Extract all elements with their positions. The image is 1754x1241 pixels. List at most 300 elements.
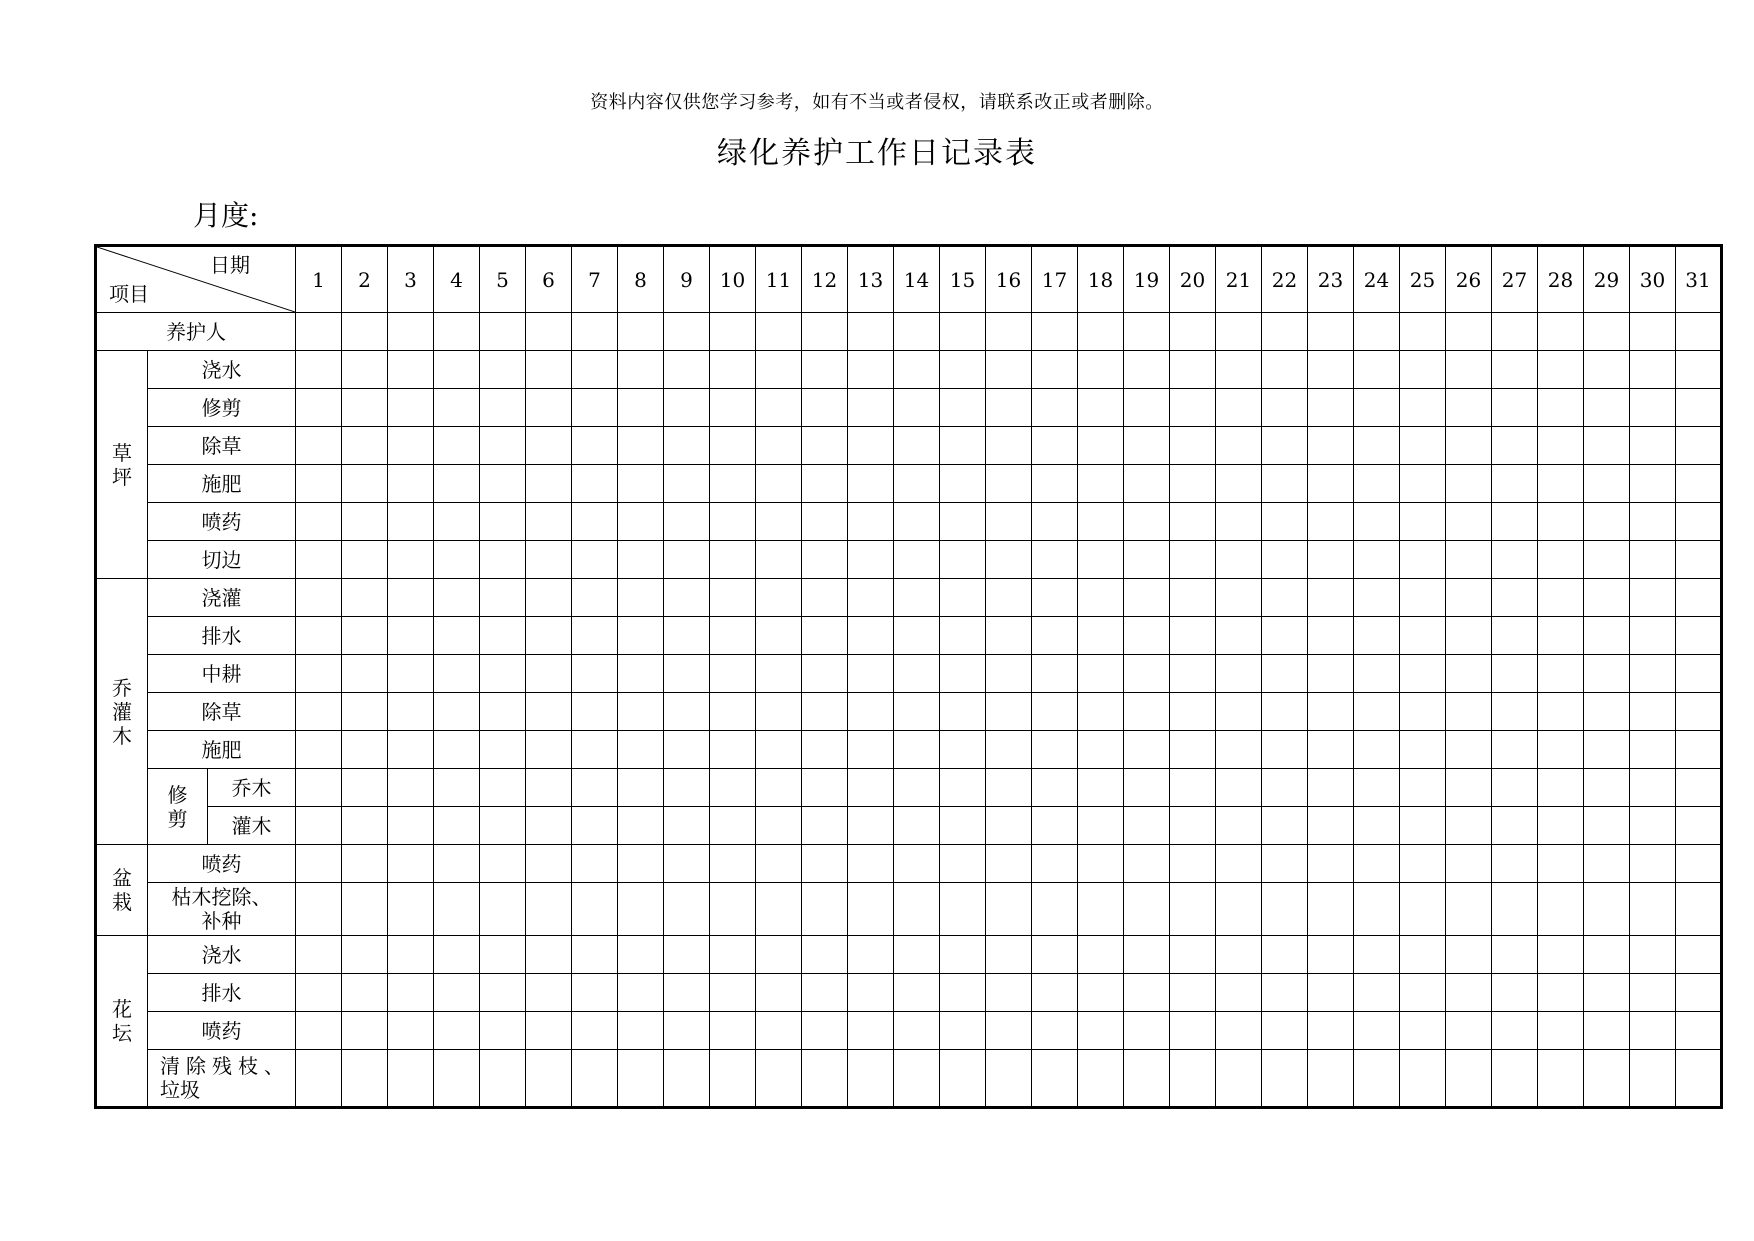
entry-cell[interactable] (526, 579, 572, 617)
entry-cell[interactable] (480, 883, 526, 936)
entry-cell[interactable] (1584, 541, 1630, 579)
entry-cell[interactable] (618, 503, 664, 541)
entry-cell[interactable] (1492, 427, 1538, 465)
entry-cell[interactable] (1354, 974, 1400, 1012)
entry-cell[interactable] (434, 427, 480, 465)
entry-cell[interactable] (526, 807, 572, 845)
entry-cell[interactable] (1262, 883, 1308, 936)
entry-cell[interactable] (572, 974, 618, 1012)
entry-cell[interactable] (756, 465, 802, 503)
entry-cell[interactable] (848, 807, 894, 845)
entry-cell[interactable] (1032, 465, 1078, 503)
entry-cell[interactable] (986, 731, 1032, 769)
entry-cell[interactable] (342, 807, 388, 845)
entry-cell[interactable] (1538, 693, 1584, 731)
entry-cell[interactable] (434, 807, 480, 845)
entry-cell[interactable] (1584, 845, 1630, 883)
entry-cell[interactable] (664, 693, 710, 731)
entry-cell[interactable] (388, 313, 434, 351)
entry-cell[interactable] (848, 936, 894, 974)
entry-cell[interactable] (1584, 807, 1630, 845)
entry-cell[interactable] (1170, 769, 1216, 807)
entry-cell[interactable] (848, 579, 894, 617)
entry-cell[interactable] (848, 655, 894, 693)
entry-cell[interactable] (342, 579, 388, 617)
entry-cell[interactable] (710, 617, 756, 655)
entry-cell[interactable] (526, 936, 572, 974)
entry-cell[interactable] (1492, 731, 1538, 769)
entry-cell[interactable] (756, 731, 802, 769)
entry-cell[interactable] (1354, 936, 1400, 974)
entry-cell[interactable] (480, 351, 526, 389)
entry-cell[interactable] (710, 845, 756, 883)
entry-cell[interactable] (1124, 351, 1170, 389)
entry-cell[interactable] (986, 845, 1032, 883)
entry-cell[interactable] (894, 541, 940, 579)
entry-cell[interactable] (1676, 351, 1722, 389)
entry-cell[interactable] (1492, 617, 1538, 655)
entry-cell[interactable] (986, 503, 1032, 541)
entry-cell[interactable] (296, 769, 342, 807)
entry-cell[interactable] (1078, 693, 1124, 731)
entry-cell[interactable] (1446, 503, 1492, 541)
entry-cell[interactable] (986, 936, 1032, 974)
entry-cell[interactable] (664, 389, 710, 427)
entry-cell[interactable] (388, 427, 434, 465)
entry-cell[interactable] (1538, 845, 1584, 883)
entry-cell[interactable] (1492, 389, 1538, 427)
entry-cell[interactable] (1584, 883, 1630, 936)
entry-cell[interactable] (756, 313, 802, 351)
entry-cell[interactable] (434, 351, 480, 389)
entry-cell[interactable] (848, 1012, 894, 1050)
entry-cell[interactable] (1584, 1012, 1630, 1050)
entry-cell[interactable] (710, 655, 756, 693)
entry-cell[interactable] (894, 1012, 940, 1050)
entry-cell[interactable] (1216, 693, 1262, 731)
entry-cell[interactable] (986, 313, 1032, 351)
entry-cell[interactable] (894, 389, 940, 427)
entry-cell[interactable] (1400, 845, 1446, 883)
entry-cell[interactable] (986, 617, 1032, 655)
entry-cell[interactable] (480, 313, 526, 351)
entry-cell[interactable] (1262, 313, 1308, 351)
entry-cell[interactable] (1170, 1050, 1216, 1108)
entry-cell[interactable] (802, 351, 848, 389)
entry-cell[interactable] (526, 1012, 572, 1050)
entry-cell[interactable] (1216, 769, 1262, 807)
entry-cell[interactable] (388, 389, 434, 427)
entry-cell[interactable] (1032, 807, 1078, 845)
entry-cell[interactable] (940, 693, 986, 731)
entry-cell[interactable] (710, 883, 756, 936)
entry-cell[interactable] (388, 1012, 434, 1050)
entry-cell[interactable] (894, 693, 940, 731)
entry-cell[interactable] (986, 655, 1032, 693)
entry-cell[interactable] (434, 655, 480, 693)
entry-cell[interactable] (342, 465, 388, 503)
entry-cell[interactable] (1262, 693, 1308, 731)
entry-cell[interactable] (1492, 936, 1538, 974)
entry-cell[interactable] (1676, 389, 1722, 427)
entry-cell[interactable] (526, 313, 572, 351)
entry-cell[interactable] (802, 731, 848, 769)
entry-cell[interactable] (664, 503, 710, 541)
entry-cell[interactable] (1492, 351, 1538, 389)
entry-cell[interactable] (1400, 655, 1446, 693)
entry-cell[interactable] (894, 1050, 940, 1108)
entry-cell[interactable] (434, 579, 480, 617)
entry-cell[interactable] (296, 1012, 342, 1050)
entry-cell[interactable] (1492, 503, 1538, 541)
entry-cell[interactable] (1446, 389, 1492, 427)
entry-cell[interactable] (1676, 313, 1722, 351)
entry-cell[interactable] (848, 465, 894, 503)
entry-cell[interactable] (342, 769, 388, 807)
entry-cell[interactable] (1538, 313, 1584, 351)
entry-cell[interactable] (848, 1050, 894, 1108)
entry-cell[interactable] (1078, 1012, 1124, 1050)
entry-cell[interactable] (664, 936, 710, 974)
entry-cell[interactable] (1308, 974, 1354, 1012)
entry-cell[interactable] (1354, 465, 1400, 503)
entry-cell[interactable] (986, 465, 1032, 503)
entry-cell[interactable] (1032, 845, 1078, 883)
entry-cell[interactable] (1124, 693, 1170, 731)
entry-cell[interactable] (1170, 503, 1216, 541)
entry-cell[interactable] (1354, 693, 1400, 731)
entry-cell[interactable] (1262, 769, 1308, 807)
entry-cell[interactable] (802, 807, 848, 845)
entry-cell[interactable] (756, 617, 802, 655)
entry-cell[interactable] (1538, 389, 1584, 427)
entry-cell[interactable] (1170, 731, 1216, 769)
entry-cell[interactable] (940, 465, 986, 503)
entry-cell[interactable] (1124, 503, 1170, 541)
entry-cell[interactable] (1584, 655, 1630, 693)
entry-cell[interactable] (1170, 845, 1216, 883)
entry-cell[interactable] (1216, 617, 1262, 655)
entry-cell[interactable] (1630, 617, 1676, 655)
entry-cell[interactable] (1216, 579, 1262, 617)
entry-cell[interactable] (572, 769, 618, 807)
entry-cell[interactable] (342, 936, 388, 974)
entry-cell[interactable] (618, 936, 664, 974)
entry-cell[interactable] (1584, 731, 1630, 769)
entry-cell[interactable] (802, 465, 848, 503)
entry-cell[interactable] (434, 731, 480, 769)
entry-cell[interactable] (1216, 807, 1262, 845)
entry-cell[interactable] (1446, 617, 1492, 655)
entry-cell[interactable] (1446, 693, 1492, 731)
entry-cell[interactable] (710, 807, 756, 845)
entry-cell[interactable] (1446, 1012, 1492, 1050)
entry-cell[interactable] (1032, 389, 1078, 427)
entry-cell[interactable] (1170, 313, 1216, 351)
entry-cell[interactable] (1308, 617, 1354, 655)
entry-cell[interactable] (1446, 807, 1492, 845)
entry-cell[interactable] (1354, 617, 1400, 655)
entry-cell[interactable] (618, 807, 664, 845)
entry-cell[interactable] (894, 883, 940, 936)
entry-cell[interactable] (1216, 427, 1262, 465)
entry-cell[interactable] (342, 693, 388, 731)
entry-cell[interactable] (1400, 617, 1446, 655)
entry-cell[interactable] (526, 845, 572, 883)
entry-cell[interactable] (1676, 427, 1722, 465)
entry-cell[interactable] (802, 313, 848, 351)
entry-cell[interactable] (710, 465, 756, 503)
entry-cell[interactable] (940, 936, 986, 974)
entry-cell[interactable] (1446, 465, 1492, 503)
entry-cell[interactable] (1676, 807, 1722, 845)
entry-cell[interactable] (848, 974, 894, 1012)
entry-cell[interactable] (480, 617, 526, 655)
entry-cell[interactable] (480, 731, 526, 769)
entry-cell[interactable] (1676, 1012, 1722, 1050)
entry-cell[interactable] (1584, 427, 1630, 465)
entry-cell[interactable] (1630, 807, 1676, 845)
entry-cell[interactable] (1630, 1050, 1676, 1108)
entry-cell[interactable] (1400, 807, 1446, 845)
entry-cell[interactable] (1492, 883, 1538, 936)
entry-cell[interactable] (1538, 731, 1584, 769)
entry-cell[interactable] (1400, 693, 1446, 731)
entry-cell[interactable] (1630, 974, 1676, 1012)
entry-cell[interactable] (664, 617, 710, 655)
entry-cell[interactable] (1032, 1050, 1078, 1108)
entry-cell[interactable] (802, 427, 848, 465)
entry-cell[interactable] (848, 731, 894, 769)
entry-cell[interactable] (1216, 936, 1262, 974)
entry-cell[interactable] (1584, 617, 1630, 655)
entry-cell[interactable] (802, 769, 848, 807)
entry-cell[interactable] (1308, 541, 1354, 579)
entry-cell[interactable] (1538, 807, 1584, 845)
entry-cell[interactable] (480, 1012, 526, 1050)
entry-cell[interactable] (710, 427, 756, 465)
entry-cell[interactable] (1262, 936, 1308, 974)
entry-cell[interactable] (388, 883, 434, 936)
entry-cell[interactable] (1584, 1050, 1630, 1108)
entry-cell[interactable] (1124, 769, 1170, 807)
entry-cell[interactable] (1170, 693, 1216, 731)
entry-cell[interactable] (388, 845, 434, 883)
entry-cell[interactable] (1124, 731, 1170, 769)
entry-cell[interactable] (1538, 655, 1584, 693)
entry-cell[interactable] (1170, 807, 1216, 845)
entry-cell[interactable] (618, 579, 664, 617)
entry-cell[interactable] (572, 541, 618, 579)
entry-cell[interactable] (1676, 693, 1722, 731)
entry-cell[interactable] (1124, 389, 1170, 427)
entry-cell[interactable] (664, 1050, 710, 1108)
entry-cell[interactable] (1262, 389, 1308, 427)
entry-cell[interactable] (388, 936, 434, 974)
entry-cell[interactable] (480, 503, 526, 541)
entry-cell[interactable] (1124, 845, 1170, 883)
entry-cell[interactable] (1400, 936, 1446, 974)
entry-cell[interactable] (848, 883, 894, 936)
entry-cell[interactable] (526, 617, 572, 655)
entry-cell[interactable] (710, 731, 756, 769)
entry-cell[interactable] (1630, 936, 1676, 974)
entry-cell[interactable] (756, 1050, 802, 1108)
entry-cell[interactable] (1308, 883, 1354, 936)
entry-cell[interactable] (1032, 503, 1078, 541)
entry-cell[interactable] (1354, 579, 1400, 617)
entry-cell[interactable] (1170, 541, 1216, 579)
entry-cell[interactable] (296, 617, 342, 655)
entry-cell[interactable] (388, 769, 434, 807)
entry-cell[interactable] (802, 617, 848, 655)
entry-cell[interactable] (1538, 579, 1584, 617)
entry-cell[interactable] (618, 731, 664, 769)
entry-cell[interactable] (388, 807, 434, 845)
entry-cell[interactable] (664, 313, 710, 351)
entry-cell[interactable] (1078, 617, 1124, 655)
entry-cell[interactable] (434, 769, 480, 807)
entry-cell[interactable] (1400, 541, 1446, 579)
entry-cell[interactable] (848, 769, 894, 807)
entry-cell[interactable] (1216, 503, 1262, 541)
entry-cell[interactable] (480, 769, 526, 807)
entry-cell[interactable] (1584, 313, 1630, 351)
entry-cell[interactable] (664, 769, 710, 807)
entry-cell[interactable] (802, 1050, 848, 1108)
entry-cell[interactable] (1078, 389, 1124, 427)
entry-cell[interactable] (1630, 503, 1676, 541)
entry-cell[interactable] (1676, 769, 1722, 807)
entry-cell[interactable] (1492, 465, 1538, 503)
entry-cell[interactable] (434, 974, 480, 1012)
entry-cell[interactable] (618, 617, 664, 655)
entry-cell[interactable] (940, 769, 986, 807)
entry-cell[interactable] (1400, 883, 1446, 936)
entry-cell[interactable] (664, 883, 710, 936)
entry-cell[interactable] (940, 1012, 986, 1050)
entry-cell[interactable] (388, 974, 434, 1012)
entry-cell[interactable] (1032, 313, 1078, 351)
entry-cell[interactable] (618, 465, 664, 503)
entry-cell[interactable] (1400, 313, 1446, 351)
entry-cell[interactable] (1630, 731, 1676, 769)
entry-cell[interactable] (1354, 313, 1400, 351)
entry-cell[interactable] (1538, 769, 1584, 807)
entry-cell[interactable] (1400, 731, 1446, 769)
entry-cell[interactable] (1538, 974, 1584, 1012)
entry-cell[interactable] (1124, 1050, 1170, 1108)
entry-cell[interactable] (1262, 465, 1308, 503)
entry-cell[interactable] (710, 974, 756, 1012)
entry-cell[interactable] (710, 503, 756, 541)
entry-cell[interactable] (572, 427, 618, 465)
entry-cell[interactable] (1308, 769, 1354, 807)
entry-cell[interactable] (1216, 1012, 1262, 1050)
entry-cell[interactable] (1078, 351, 1124, 389)
entry-cell[interactable] (848, 845, 894, 883)
entry-cell[interactable] (664, 845, 710, 883)
entry-cell[interactable] (1676, 883, 1722, 936)
entry-cell[interactable] (1216, 845, 1262, 883)
entry-cell[interactable] (940, 617, 986, 655)
entry-cell[interactable] (1354, 883, 1400, 936)
entry-cell[interactable] (986, 579, 1032, 617)
entry-cell[interactable] (1446, 427, 1492, 465)
entry-cell[interactable] (572, 351, 618, 389)
entry-cell[interactable] (664, 655, 710, 693)
entry-cell[interactable] (1032, 883, 1078, 936)
entry-cell[interactable] (1216, 313, 1262, 351)
entry-cell[interactable] (1354, 541, 1400, 579)
entry-cell[interactable] (1538, 465, 1584, 503)
entry-cell[interactable] (1630, 693, 1676, 731)
entry-cell[interactable] (848, 351, 894, 389)
entry-cell[interactable] (940, 845, 986, 883)
entry-cell[interactable] (572, 1050, 618, 1108)
entry-cell[interactable] (802, 541, 848, 579)
entry-cell[interactable] (940, 541, 986, 579)
entry-cell[interactable] (434, 693, 480, 731)
entry-cell[interactable] (526, 427, 572, 465)
entry-cell[interactable] (1446, 731, 1492, 769)
entry-cell[interactable] (986, 1012, 1032, 1050)
entry-cell[interactable] (572, 883, 618, 936)
entry-cell[interactable] (1170, 655, 1216, 693)
entry-cell[interactable] (1584, 389, 1630, 427)
entry-cell[interactable] (1630, 655, 1676, 693)
entry-cell[interactable] (940, 731, 986, 769)
entry-cell[interactable] (1262, 427, 1308, 465)
entry-cell[interactable] (1308, 389, 1354, 427)
entry-cell[interactable] (1492, 541, 1538, 579)
entry-cell[interactable] (940, 427, 986, 465)
entry-cell[interactable] (572, 465, 618, 503)
entry-cell[interactable] (894, 845, 940, 883)
entry-cell[interactable] (894, 974, 940, 1012)
entry-cell[interactable] (296, 655, 342, 693)
entry-cell[interactable] (1078, 974, 1124, 1012)
entry-cell[interactable] (1400, 427, 1446, 465)
entry-cell[interactable] (1538, 1012, 1584, 1050)
entry-cell[interactable] (1124, 313, 1170, 351)
entry-cell[interactable] (940, 883, 986, 936)
entry-cell[interactable] (1170, 465, 1216, 503)
entry-cell[interactable] (1308, 845, 1354, 883)
entry-cell[interactable] (756, 936, 802, 974)
entry-cell[interactable] (1538, 617, 1584, 655)
entry-cell[interactable] (526, 769, 572, 807)
entry-cell[interactable] (572, 617, 618, 655)
entry-cell[interactable] (802, 655, 848, 693)
entry-cell[interactable] (618, 769, 664, 807)
entry-cell[interactable] (756, 579, 802, 617)
entry-cell[interactable] (1262, 1012, 1308, 1050)
entry-cell[interactable] (296, 351, 342, 389)
entry-cell[interactable] (1078, 503, 1124, 541)
entry-cell[interactable] (802, 503, 848, 541)
entry-cell[interactable] (1124, 974, 1170, 1012)
entry-cell[interactable] (756, 693, 802, 731)
entry-cell[interactable] (572, 731, 618, 769)
entry-cell[interactable] (434, 313, 480, 351)
entry-cell[interactable] (296, 845, 342, 883)
entry-cell[interactable] (526, 731, 572, 769)
entry-cell[interactable] (388, 351, 434, 389)
entry-cell[interactable] (1078, 465, 1124, 503)
entry-cell[interactable] (1170, 579, 1216, 617)
entry-cell[interactable] (480, 389, 526, 427)
